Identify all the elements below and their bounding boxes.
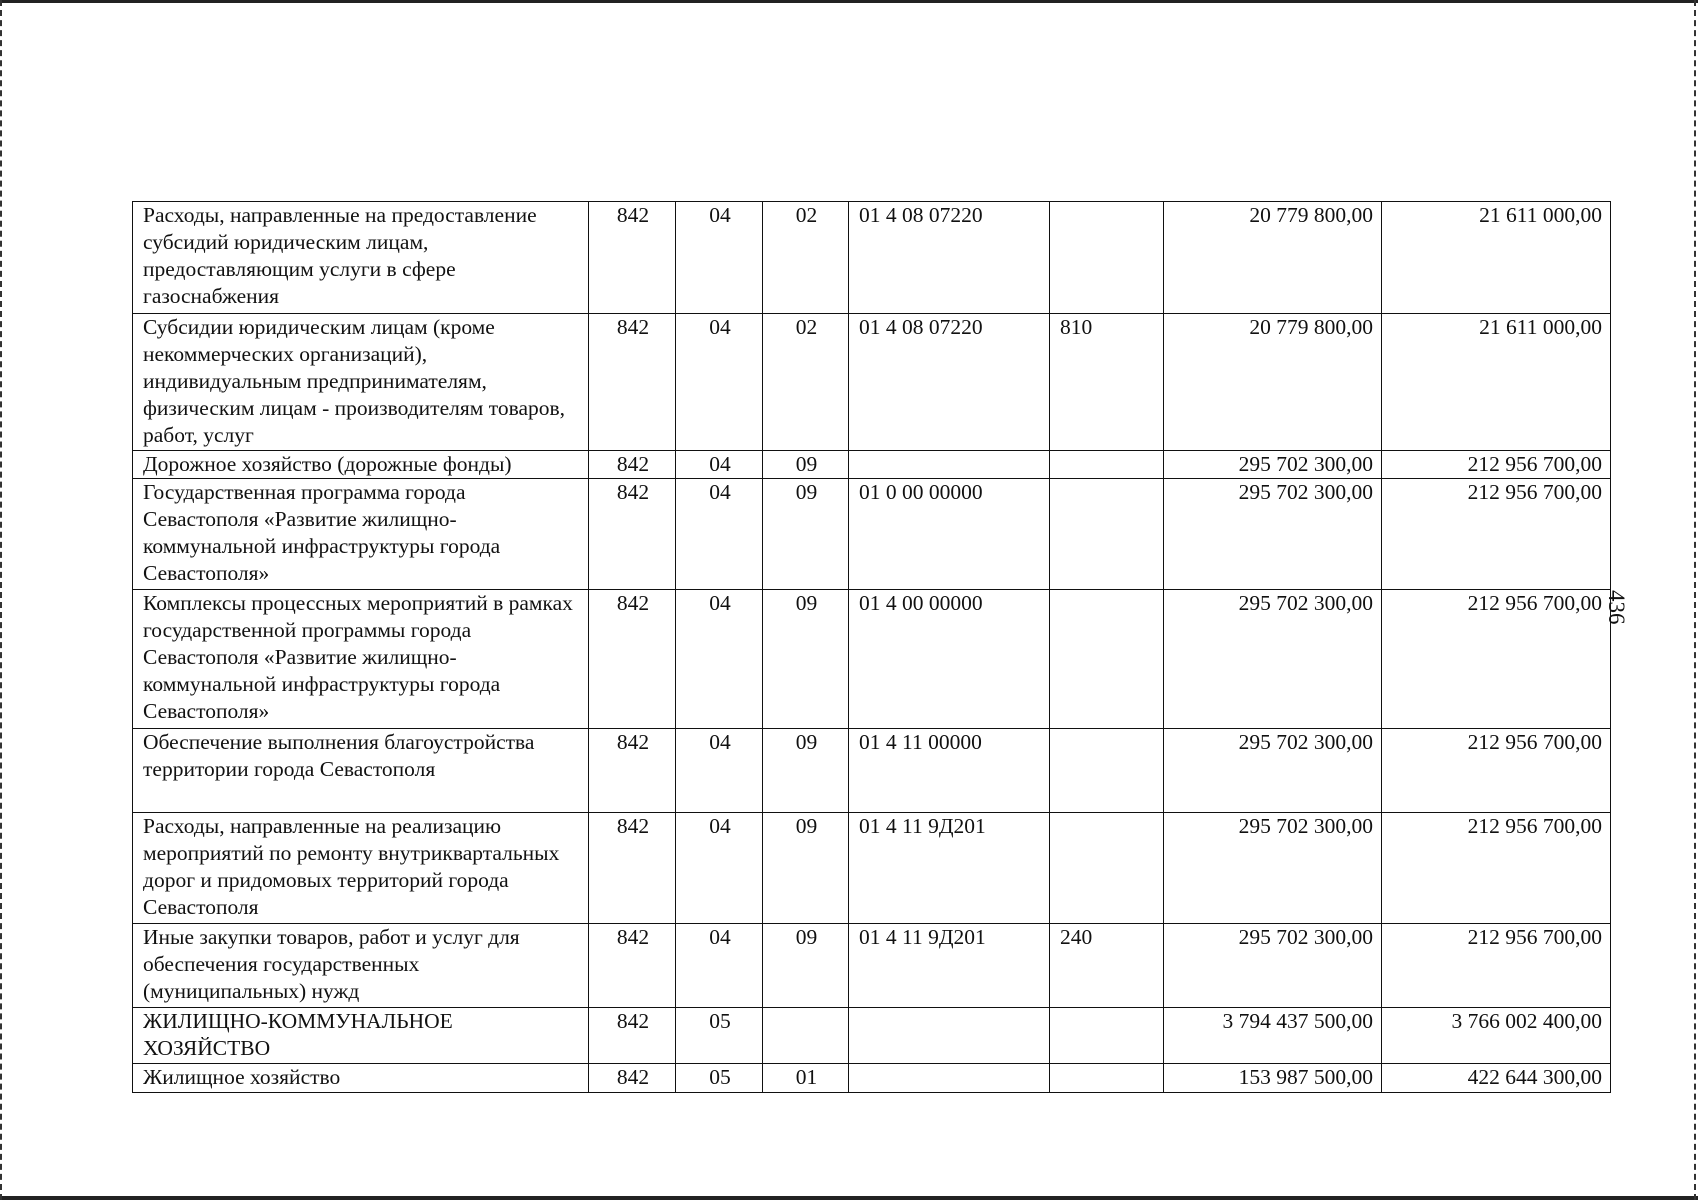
table-row [133, 1064, 1611, 1093]
cell-amount-2: 212 956 700,00 [1382, 813, 1611, 924]
cell-amount-1: 20 779 800,00 [1164, 202, 1382, 314]
cell-section: 04 [676, 590, 763, 729]
cell-section: 04 [676, 479, 763, 590]
cell-grbs: 842 [589, 924, 676, 1008]
cell-subsection: 09 [763, 451, 849, 479]
cell-subsection: 02 [763, 202, 849, 314]
table-row [133, 1008, 1611, 1064]
cell-grbs: 842 [589, 590, 676, 729]
cell-grbs: 842 [589, 314, 676, 451]
cell-amount-2: 212 956 700,00 [1382, 729, 1611, 813]
cell-name: ЖИЛИЩНО-КОММУНАЛЬНОЕ ХОЗЯЙСТВО [133, 1008, 589, 1064]
cell-expense-type [1050, 590, 1164, 729]
cell-name: Расходы, направленные на реализацию мероприятий по ремонту внутриквартальных дорог и придомовых территорий города Севастополя [133, 813, 589, 924]
page-number: 436 [1604, 590, 1629, 625]
cell-amount-1: 295 702 300,00 [1164, 479, 1382, 590]
scan-edge-top [0, 0, 1698, 3]
cell-target-article [849, 1064, 1050, 1093]
cell-subsection: 09 [763, 924, 849, 1008]
cell-target-article: 01 4 08 07220 [849, 202, 1050, 314]
cell-amount-1: 295 702 300,00 [1164, 729, 1382, 813]
table-row [133, 479, 1611, 590]
table-row [133, 813, 1611, 924]
cell-grbs: 842 [589, 202, 676, 314]
cell-amount-2: 212 956 700,00 [1382, 590, 1611, 729]
cell-target-article: 01 0 00 00000 [849, 479, 1050, 590]
table-row [133, 729, 1611, 813]
cell-target-article: 01 4 11 9Д201 [849, 924, 1050, 1008]
cell-subsection: 02 [763, 314, 849, 451]
cell-amount-1: 295 702 300,00 [1164, 924, 1382, 1008]
cell-amount-1: 153 987 500,00 [1164, 1064, 1382, 1093]
cell-name: Иные закупки товаров, работ и услуг для обеспечения государственных (муниципальных) нужд [133, 924, 589, 1008]
scan-edge-bottom [0, 1196, 1698, 1200]
cell-grbs: 842 [589, 451, 676, 479]
cell-amount-2: 212 956 700,00 [1382, 451, 1611, 479]
cell-section: 04 [676, 202, 763, 314]
cell-section: 05 [676, 1064, 763, 1093]
table-row [133, 202, 1611, 314]
budget-table [132, 201, 1611, 1093]
cell-target-article: 01 4 11 9Д201 [849, 813, 1050, 924]
cell-grbs: 842 [589, 1008, 676, 1064]
cell-section: 04 [676, 729, 763, 813]
cell-name: Дорожное хозяйство (дорожные фонды) [133, 451, 589, 479]
cell-name: Жилищное хозяйство [133, 1064, 589, 1093]
cell-name: Расходы, направленные на предоставление субсидий юридическим лицам, предоставляющим услуги в сфере газоснабжения [133, 202, 589, 314]
cell-expense-type: 240 [1050, 924, 1164, 1008]
cell-subsection: 09 [763, 813, 849, 924]
cell-amount-1: 3 794 437 500,00 [1164, 1008, 1382, 1064]
cell-expense-type [1050, 479, 1164, 590]
cell-name: Субсидии юридическим лицам (кроме некоммерческих организаций), индивидуальным предпринимателям, физическим лицам - производителям товаров, работ, услуг [133, 314, 589, 451]
cell-expense-type: 810 [1050, 314, 1164, 451]
table-row [133, 314, 1611, 451]
cell-grbs: 842 [589, 729, 676, 813]
cell-section: 04 [676, 813, 763, 924]
cell-subsection: 09 [763, 479, 849, 590]
table-row [133, 590, 1611, 729]
cell-section: 05 [676, 1008, 763, 1064]
cell-grbs: 842 [589, 813, 676, 924]
cell-amount-2: 21 611 000,00 [1382, 314, 1611, 451]
cell-expense-type [1050, 451, 1164, 479]
cell-amount-1: 20 779 800,00 [1164, 314, 1382, 451]
cell-section: 04 [676, 451, 763, 479]
cell-name: Комплексы процессных мероприятий в рамках государственной программы города Севастополя «Развитие жилищно-коммунальной инфраструктуры города Севастополя» [133, 590, 589, 729]
cell-grbs: 842 [589, 1064, 676, 1093]
cell-amount-2: 21 611 000,00 [1382, 202, 1611, 314]
table-row [133, 451, 1611, 479]
scan-edge-right [1694, 0, 1696, 1200]
cell-subsection: 09 [763, 590, 849, 729]
cell-expense-type [1050, 1064, 1164, 1093]
cell-target-article [849, 451, 1050, 479]
cell-subsection [763, 1008, 849, 1064]
cell-target-article [849, 1008, 1050, 1064]
cell-name: Государственная программа города Севастополя «Развитие жилищно-коммунальной инфраструктуры города Севастополя» [133, 479, 589, 590]
table-row [133, 924, 1611, 1008]
cell-amount-1: 295 702 300,00 [1164, 590, 1382, 729]
cell-target-article: 01 4 00 00000 [849, 590, 1050, 729]
cell-section: 04 [676, 314, 763, 451]
cell-expense-type [1050, 813, 1164, 924]
cell-expense-type [1050, 1008, 1164, 1064]
scan-edge-left [0, 0, 2, 1200]
cell-amount-1: 295 702 300,00 [1164, 451, 1382, 479]
cell-amount-2: 212 956 700,00 [1382, 924, 1611, 1008]
cell-expense-type [1050, 729, 1164, 813]
cell-section: 04 [676, 924, 763, 1008]
cell-subsection: 01 [763, 1064, 849, 1093]
cell-target-article: 01 4 08 07220 [849, 314, 1050, 451]
cell-amount-2: 212 956 700,00 [1382, 479, 1611, 590]
cell-target-article: 01 4 11 00000 [849, 729, 1050, 813]
cell-grbs: 842 [589, 479, 676, 590]
cell-amount-2: 3 766 002 400,00 [1382, 1008, 1611, 1064]
cell-name: Обеспечение выполнения благоустройства территории города Севастополя [133, 729, 589, 813]
cell-amount-1: 295 702 300,00 [1164, 813, 1382, 924]
cell-expense-type [1050, 202, 1164, 314]
cell-subsection: 09 [763, 729, 849, 813]
budget-table-body [133, 202, 1611, 1093]
cell-amount-2: 422 644 300,00 [1382, 1064, 1611, 1093]
